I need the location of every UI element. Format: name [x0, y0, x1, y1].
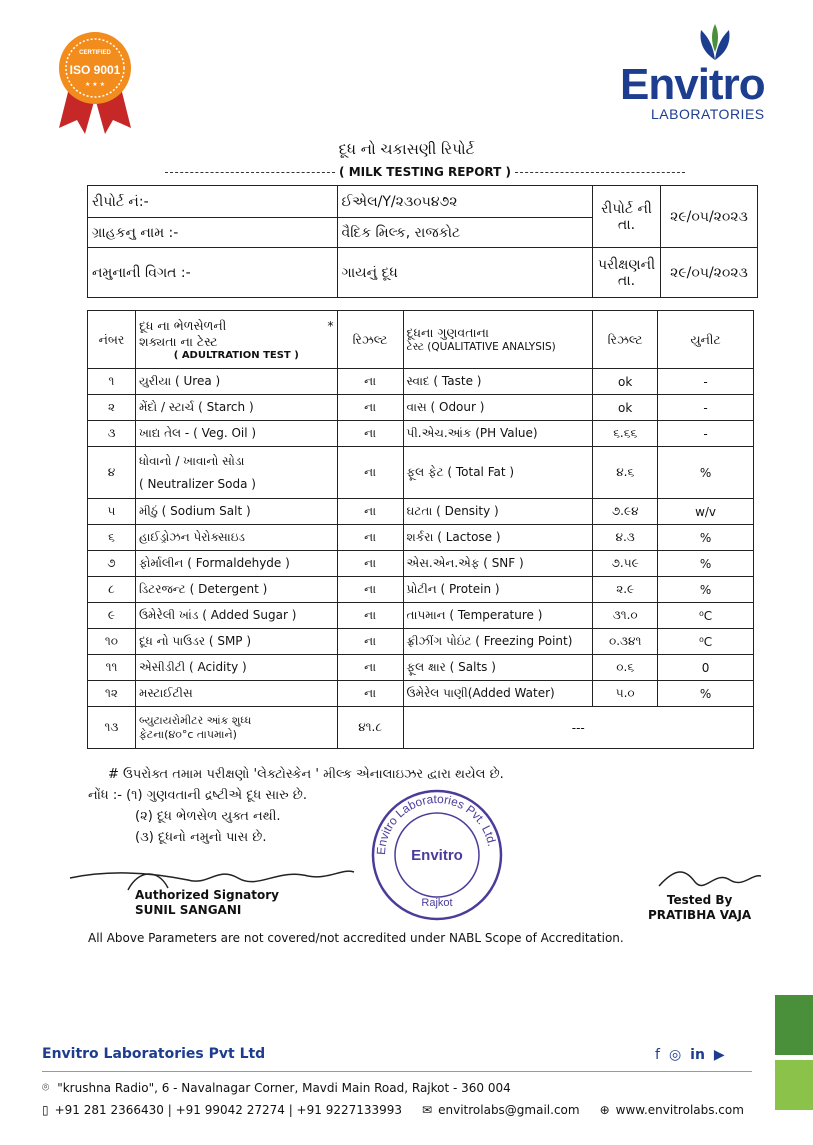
facebook-icon[interactable]: f — [655, 1047, 660, 1063]
email-link[interactable]: envitrolabs@gmail.com — [438, 1103, 580, 1117]
decor-green-bar — [775, 995, 813, 1055]
report-no: ઈએલ/Y/૨૩૦૫૪૭૨ — [337, 186, 593, 218]
company-logo — [615, 22, 805, 127]
globe-icon: ⊕ — [599, 1103, 610, 1117]
table-header — [88, 311, 754, 369]
notes: # ઉપરોક્ત તમામ પરીક્ષણો 'લેક્ટોસ્કેન ' મીલ્ક એનાલાઇઝર દ્વારા થયેલ છે. નોંધ :- (૧) ગુણવતાની દ્રષ્ટીએ દૂધ સારુ છે. (૨) દૂધ ભેળસેળ યુક્ત નથી. (૩) દૂધનો નમુનો પાસ છે. — [88, 767, 504, 845]
phone-numbers: +91 281 2366430 | +91 99042 27274 | +91 9227133993 — [54, 1103, 403, 1117]
col-no: નંબર — [88, 311, 136, 369]
svg-text:Envitro Laboratories Pvt. Ltd.: Envitro Laboratories Pvt. Ltd. — [373, 791, 500, 856]
phone-icon: ▯ — [42, 1103, 49, 1117]
leaf-icon — [693, 22, 737, 62]
svg-text:★ ★ ★: ★ ★ ★ — [85, 81, 105, 88]
report-info-table — [87, 185, 758, 298]
col-adulteration: દૂધ ના ભેળસેળની * શક્યતા ના ટેસ્ટ ( ADULTRATION TEST ) — [135, 311, 337, 369]
table-row: ૧૩ બ્યુટાયરોમીટર આંક શુધ્ધ ફેટના(૪૦°c તાપમાને) ૪૧.૮ --- — [88, 707, 754, 749]
table-row: ૨ મેંદો / સ્ટાર્ચ ( Starch ) ના વાસ ( Odour ) ok - — [88, 395, 754, 421]
table-row: ૯ ઉમેરેલી ખાંડ ( Added Sugar ) ના તાપમાન ( Temperature ) ૩૧.૦ ⁰C — [88, 603, 754, 629]
table-row: ૧૧ એસીડીટી ( Acidity ) ના ફૂલ ક્ષાર ( Salts ) ૦.૬ 0 — [88, 655, 754, 681]
footer-address: ⌾ "krushna Radio", 6 - Navalnagar Corner, Mavdi Main Road, Rajkot - 360 004 — [42, 1080, 511, 1095]
logo-name: Envitro — [620, 60, 765, 109]
location-pin-icon: ⌾ — [42, 1080, 50, 1094]
test-date: ૨૯/૦૫/૨૦૨૩ — [661, 248, 758, 298]
table-row: ૭ ફોર્માલીન ( Formaldehyde ) ના એસ.એન.એફ ( SNF ) ૭.૫૯ % — [88, 551, 754, 577]
report-date: ૨૯/૦૫/૨૦૨૩ — [661, 186, 758, 248]
col-result1: રિઝલ્ટ — [337, 311, 403, 369]
instagram-icon[interactable]: ◎ — [668, 1047, 682, 1063]
table-row: ૫ મીઠું ( Sodium Salt ) ના ઘટતા ( Density ) ૭.૯૪ w/v — [88, 499, 754, 525]
report-date-label: રીપોર્ટ ની તા. — [593, 186, 661, 248]
test-results-table — [87, 310, 754, 749]
footer-contact — [42, 1103, 756, 1117]
table-row: ૧૦ દૂધ નો પાઉડર ( SMP ) ના ફ્રીઝીંગ પોઇંટ ( Freezing Point) ૦.૩૪૧ ⁰C — [88, 629, 754, 655]
youtube-icon[interactable]: ▶ — [713, 1047, 725, 1063]
iso-badge — [55, 28, 135, 138]
col-qualitative: દૂધના ગુણવતાના ટેસ્ટ (QUALITATIVE ANALYSIS) — [403, 311, 593, 369]
sample-label: નમુનાની વિગત :- — [88, 248, 338, 298]
table-row: ૮ ડિટરજન્ટ ( Detergent ) ના પ્રોટીન ( Protein ) ૨.૯ % — [88, 577, 754, 603]
tested-by: Tested By PRATIBHA VAJA — [648, 893, 752, 922]
nabl-disclaimer: All Above Parameters are not covered/not accredited under NABL Scope of Accreditation. — [88, 931, 624, 945]
title-gujarati: દૂધ નો ચકાસણી રિપોર્ટ — [338, 140, 475, 158]
sample-value: ગાયનું દૂધ — [337, 248, 593, 298]
table-row: ૪ ધોવાનો / ખાવાનો સોડા ( Neutralizer Soda ) ના ફૂલ ફેટ ( Total Fat ) ૪.૬ % — [88, 447, 754, 499]
logo-sub: LABORATORIES — [651, 106, 765, 122]
footer-divider — [42, 1071, 752, 1072]
signature-right — [655, 864, 765, 894]
decor-lightgreen-bar — [775, 1060, 813, 1110]
report-no-label: રીપોર્ટ નં:- — [88, 186, 338, 218]
social-icons — [655, 1047, 725, 1063]
footer-company: Envitro Laboratories Pvt Ltd — [42, 1046, 266, 1062]
company-stamp — [370, 788, 504, 922]
test-date-label: પરીક્ષણની તા. — [593, 248, 661, 298]
table-row: ૧૨ મસ્ટાઈટીસ ના ઉમેરેલ પાણી(Added Water) ૫.૦ % — [88, 681, 754, 707]
linkedin-icon[interactable]: in — [690, 1047, 705, 1063]
customer-label: ગ્રાહકનુ નામ :- — [88, 218, 338, 248]
table-row: ૧ યુરીયા ( Urea ) ના સ્વાદ ( Taste ) ok - — [88, 369, 754, 395]
email-icon: ✉ — [422, 1103, 433, 1117]
title-english: ( MILK TESTING REPORT ) — [165, 165, 685, 179]
website-link[interactable]: www.envitrolabs.com — [615, 1103, 744, 1117]
svg-text:CERTIFIED: CERTIFIED — [79, 50, 111, 56]
authorized-signatory: Authorized Signatory SUNIL SANGANI — [135, 888, 279, 917]
svg-text:Envitro: Envitro — [411, 847, 463, 864]
svg-text:ISO 9001: ISO 9001 — [69, 63, 121, 77]
col-unit: યુનીટ — [658, 311, 754, 369]
customer-name: વૈદિક મિલ્ક, રાજકોટ — [337, 218, 593, 248]
svg-text:Rajkot: Rajkot — [421, 897, 453, 909]
table-row: ૩ ખાદ્ય તેલ - ( Veg. Oil ) ના પી.એચ.આંક (PH Value) ૬.૬૬ - — [88, 421, 754, 447]
table-row: ૬ હાઈડ્રોઝન પેરોક્સાઇડ ના શર્કરા ( Lactose ) ૪.૩ % — [88, 525, 754, 551]
col-result2: રિઝલ્ટ — [593, 311, 658, 369]
